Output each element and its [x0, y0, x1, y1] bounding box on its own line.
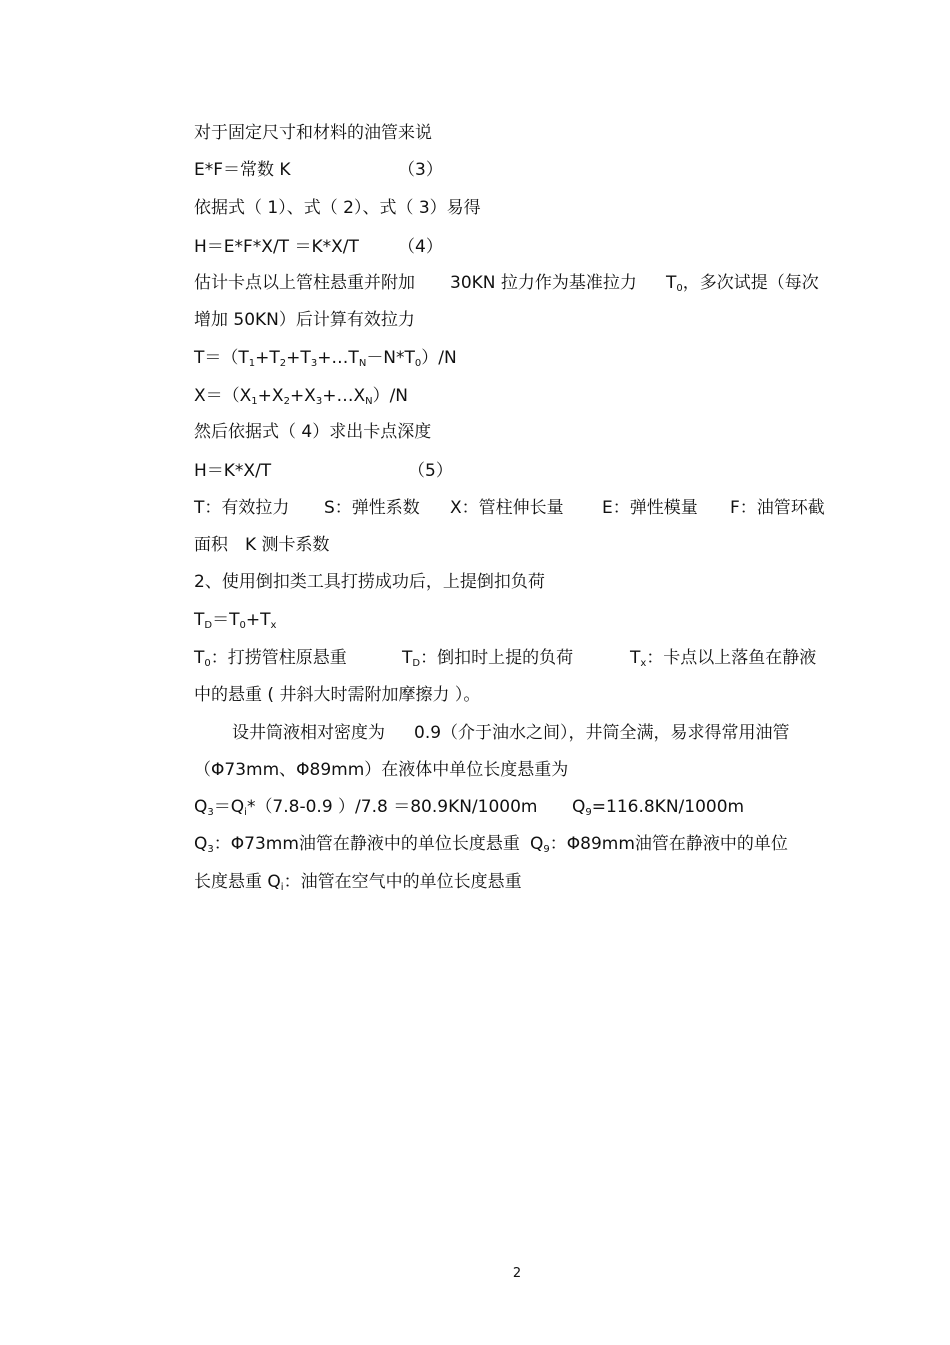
- text-l16: 中的悬重 ( 井斜大时需附加摩擦力 ）。: [194, 685, 481, 705]
- text-l17b: 0.9（介于油水之间），井筒全满，易求得常用油管: [414, 723, 790, 743]
- def-s: S：弹性系数: [324, 498, 420, 518]
- text-run: T: [194, 648, 205, 668]
- text-run: 长度悬重 Q: [194, 872, 281, 892]
- formula-line-td: [194, 609, 276, 631]
- text-line-2: [194, 159, 443, 181]
- subscript: 1: [248, 358, 256, 369]
- def-q9: [530, 833, 788, 855]
- text-run: ：卡点以上落鱼在静液: [646, 648, 817, 668]
- text-run: ：油管在空气中的单位长度悬重: [283, 872, 522, 892]
- text-line-3: [194, 197, 481, 219]
- subscript: x: [270, 620, 277, 631]
- text-run: ：Φ73mm油管在静液中的单位长度悬重: [213, 834, 520, 854]
- text-l17a: 设井筒液相对密度为: [232, 723, 385, 743]
- def-e: E：弹性模量: [602, 498, 698, 518]
- text-run: ＝T: [212, 610, 240, 630]
- text-run: +T: [245, 610, 271, 630]
- formula-line-q: [194, 796, 745, 818]
- text-run: *（7.8-0.9 ）/7.8 ＝80.9KN/1000m: [246, 797, 538, 817]
- def-f: F：油管环截: [730, 498, 825, 518]
- equation-number-5: （5）: [408, 461, 453, 481]
- formula-line-x: [194, 385, 408, 407]
- text-run: +X: [289, 386, 316, 406]
- text-run: ＝Q: [213, 797, 245, 817]
- text-l5c: [666, 272, 819, 294]
- text-line-5: [194, 272, 819, 294]
- text-l9: 然后依据式（ 4）求出卡点深度: [194, 422, 432, 442]
- subscript: 2: [283, 396, 290, 407]
- text-l18: （Φ73mm、Φ89mm）在液体中单位长度悬重为: [194, 760, 569, 780]
- formula-t: [194, 347, 457, 369]
- text-line-11: [194, 497, 825, 519]
- subscript: 1: [251, 396, 258, 407]
- text-run: T: [194, 610, 205, 630]
- text-run: ）/N: [421, 348, 457, 368]
- text-line-16: [194, 684, 480, 706]
- formula-constant-k: E*F＝常数 K: [194, 160, 291, 180]
- def-tx: [630, 647, 816, 669]
- def-q3: [194, 833, 520, 855]
- subscript: 0: [239, 620, 246, 631]
- def-t0: [194, 647, 347, 669]
- text-line-6: [194, 309, 415, 331]
- subscript: 3: [310, 358, 318, 369]
- formula-line-t: [194, 347, 457, 369]
- text-run: +…X: [322, 386, 366, 406]
- text-line-20: [194, 833, 788, 855]
- subscript: 9: [543, 844, 550, 855]
- text-line-1: [194, 122, 432, 144]
- subscript: 0: [204, 658, 211, 669]
- text-run: Q: [194, 797, 208, 817]
- subscript: N: [358, 358, 367, 369]
- text-run: +T: [286, 348, 311, 368]
- text-l5c-sub: 0: [676, 283, 683, 294]
- equation-number-3: （3）: [398, 160, 443, 180]
- text-run: T: [630, 648, 641, 668]
- text-l5c-main: T: [666, 273, 677, 293]
- text-run: +T: [255, 348, 280, 368]
- subscript: 3: [207, 807, 214, 818]
- text-run: T: [402, 648, 413, 668]
- formula-q3: [194, 796, 537, 818]
- text-run: ：打捞管柱原悬重: [210, 648, 347, 668]
- subscript: 3: [315, 396, 323, 407]
- text-l6: 增加 50KN）后计算有效拉力: [194, 310, 415, 330]
- equation-number-4: （4）: [398, 237, 443, 257]
- text-run: ：倒扣时上提的负荷: [420, 648, 574, 668]
- text-l5b: 30KN 拉力作为基准拉力: [450, 273, 637, 293]
- subscript: 0: [414, 358, 422, 369]
- subscript: i: [244, 807, 247, 818]
- subscript: 3: [207, 844, 214, 855]
- formula-h: H＝E*F*X/T ＝K*X/T: [194, 237, 359, 257]
- subscript: N: [365, 396, 373, 407]
- text-run: X＝（X: [194, 386, 252, 406]
- subscript: D: [412, 658, 421, 669]
- text-l12: 面积 K 测卡系数: [194, 535, 330, 555]
- text-run: ：Φ89mm油管在静液中的单位: [549, 834, 788, 854]
- text-l5a: 估计卡点以上管柱悬重并附加: [194, 273, 415, 293]
- text-line-21: [194, 871, 522, 893]
- text-run: －N*T: [366, 348, 415, 368]
- text-run: ）/N: [372, 386, 409, 406]
- text-line-18: [194, 759, 568, 781]
- text-l5d: ，多次试提（每次: [682, 273, 819, 293]
- text-l13: 2、使用倒扣类工具打捞成功后，上提倒扣负荷: [194, 572, 545, 592]
- text-l1: 对于固定尺寸和材料的油管来说: [194, 123, 432, 143]
- formula-h-k: H＝K*X/T: [194, 461, 272, 481]
- text-run: T＝（T: [194, 348, 249, 368]
- text-l3: 依据式（ 1）、式（ 2）、式（ 3）易得: [194, 198, 481, 218]
- def-t: T：有效拉力: [194, 498, 290, 518]
- def-x: X：管柱伸长量: [450, 498, 564, 518]
- subscript: D: [204, 620, 213, 631]
- text-run: Q: [530, 834, 544, 854]
- subscript: 9: [585, 807, 592, 818]
- formula-x: [194, 385, 408, 407]
- page-number: 2: [512, 1266, 522, 1281]
- text-line-15: [194, 647, 817, 669]
- text-run: Q: [194, 834, 208, 854]
- text-line-12: [194, 534, 330, 556]
- text-run: +X: [257, 386, 284, 406]
- text-line-4: [194, 236, 443, 258]
- text-line-13: [194, 571, 545, 593]
- def-td: [402, 647, 573, 669]
- subscript: i: [280, 882, 284, 893]
- formula-q9: [572, 796, 744, 818]
- text-run: Q: [572, 797, 586, 817]
- text-line-10: [194, 460, 453, 482]
- text-run: =116.8KN/1000m: [591, 797, 745, 817]
- subscript: 2: [279, 358, 287, 369]
- def-qi: [194, 871, 522, 893]
- text-run: +…T: [317, 348, 359, 368]
- text-line-9: [194, 421, 431, 443]
- subscript: x: [640, 658, 647, 669]
- formula-td: [194, 609, 276, 631]
